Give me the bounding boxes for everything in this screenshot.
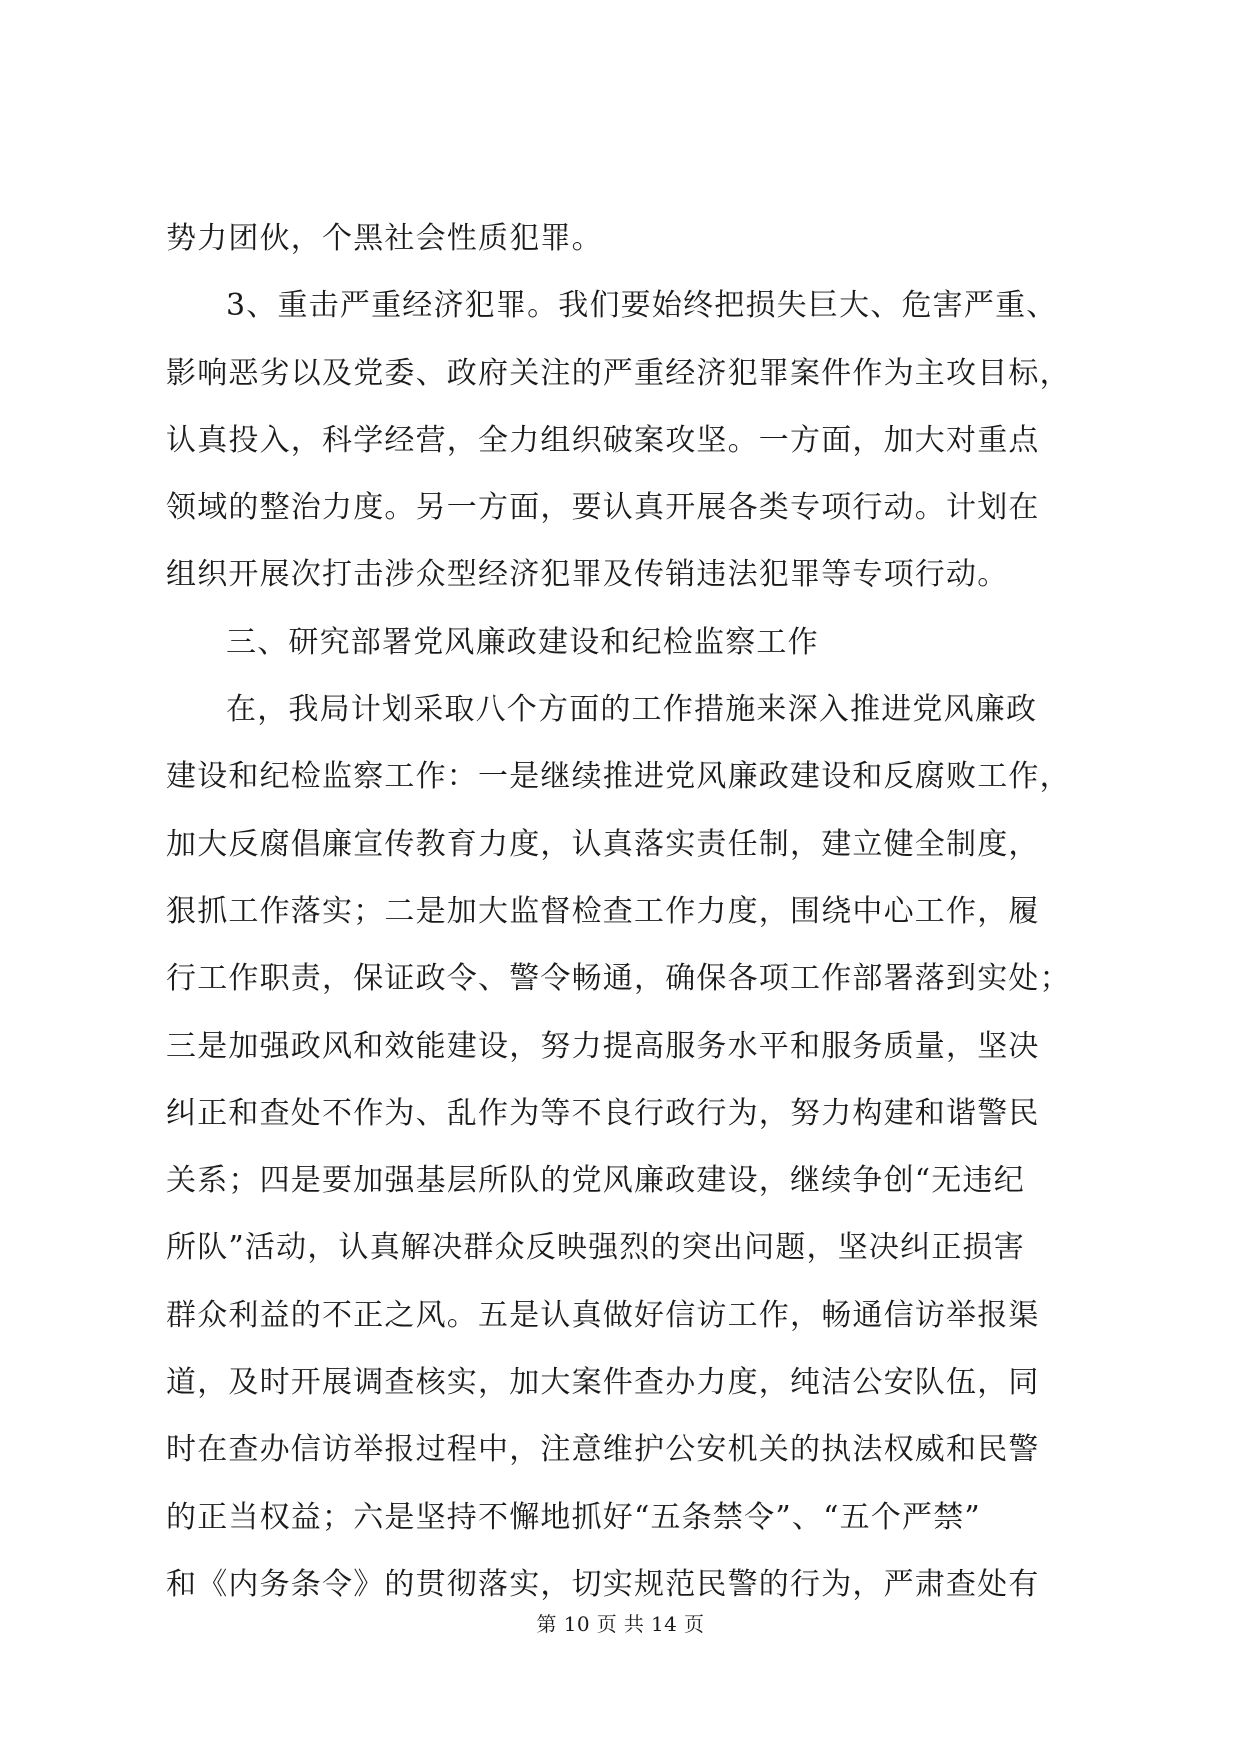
page-number-footer: 第 10 页 共 14 页 bbox=[536, 1612, 705, 1636]
text-line: 纠正和查处不作为、乱作为等不良行政行为，努力构建和谐警民 bbox=[166, 1095, 1040, 1131]
text-line: 在，我局计划采取八个方面的工作措施来深入推进党风廉政 bbox=[226, 692, 1038, 728]
text-line: 3、重击严重经济犯罪。我们要始终把损失巨大、危害严重、 bbox=[226, 288, 1058, 324]
text-line: 组织开展次打击涉众型经济犯罪及传销违法犯罪等专项行动。 bbox=[166, 557, 1009, 593]
document-body bbox=[166, 205, 1096, 1618]
text-line: 建设和纪检监察工作：一是继续推进党风廉政建设和反腐败工作， bbox=[166, 759, 1071, 795]
text-line: 影响恶劣以及党委、政府关注的严重经济犯罪案件作为主攻目标， bbox=[166, 355, 1071, 391]
text-line: 时在查办信访举报过程中，注意维护公安机关的执法权威和民警 bbox=[166, 1432, 1040, 1468]
text-line: 关系；四是要加强基层所队的党风廉政建设，继续争创“无违纪 bbox=[166, 1163, 1025, 1199]
text-line: 所队”活动，认真解决群众反映强烈的突出问题，坚决纠正损害 bbox=[166, 1230, 1025, 1266]
text-line: 三是加强政风和效能建设，努力提高服务水平和服务质量，坚决 bbox=[166, 1028, 1040, 1064]
text-line: 认真投入，科学经营，全力组织破案攻坚。一方面，加大对重点 bbox=[166, 422, 1040, 458]
text-line: 和《内务条令》的贯彻落实，切实规范民警的行为，严肃查处有 bbox=[166, 1566, 1040, 1602]
section-heading: 三、研究部署党风廉政建设和纪检监察工作 bbox=[226, 624, 819, 660]
text-line: 加大反腐倡廉宣传教育力度，认真落实责任制，建立健全制度， bbox=[166, 826, 1040, 862]
text-line: 领域的整治力度。另一方面，要认真开展各类专项行动。计划在 bbox=[166, 490, 1040, 526]
text-line: 势力团伙，个黑社会性质犯罪。 bbox=[166, 221, 603, 256]
text-line: 道，及时开展调查核实，加大案件查办力度，纯洁公安队伍，同 bbox=[166, 1365, 1040, 1401]
text-line: 狠抓工作落实；二是加大监督检查工作力度，围绕中心工作，履 bbox=[166, 893, 1040, 929]
text-line: 行工作职责，保证政令、警令畅通，确保各项工作部署落到实处； bbox=[166, 961, 1071, 997]
text-line: 群众利益的不正之风。五是认真做好信访工作，畅通信访举报渠 bbox=[166, 1297, 1040, 1333]
text-line: 的正当权益；六是坚持不懈地抓好“五条禁令”、“五个严禁” bbox=[166, 1499, 981, 1535]
